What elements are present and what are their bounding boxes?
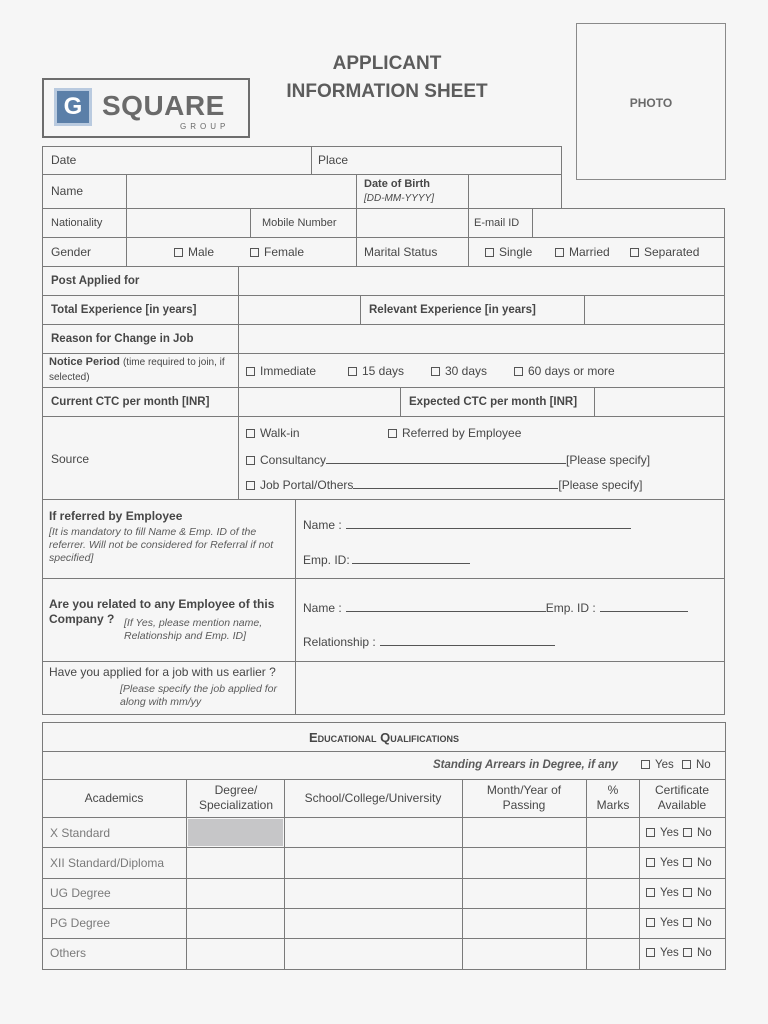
- applied-before-title: Have you applied for a job with us earlier ?: [49, 665, 276, 679]
- consultancy-option[interactable]: [246, 452, 650, 467]
- walkin-text: Walk-in: [260, 426, 300, 440]
- cert-ug-no-text: No: [696, 887, 712, 899]
- related-relationship-row: [303, 634, 555, 649]
- photo-label: PHOTO: [629, 96, 673, 110]
- mobile-field[interactable]: [358, 210, 466, 236]
- separated-option[interactable]: [630, 245, 699, 259]
- female-option[interactable]: [250, 245, 304, 259]
- referred-checkbox[interactable]: [388, 429, 397, 438]
- referral-note: [It is mandatory to fill Name & Emp. ID of the referrer. Will not be considered for Referral if not specified]: [49, 526, 274, 564]
- cert-others-no-text: No: [696, 947, 712, 959]
- form-title-line2: INFORMATION SHEET: [286, 81, 488, 102]
- immediate-checkbox[interactable]: [246, 367, 255, 376]
- logo-subtitle: GROUP: [180, 122, 230, 131]
- referral-empid-label: Emp. ID:: [303, 553, 350, 567]
- 30-days-text: 30 days: [445, 364, 488, 378]
- photo-box[interactable]: [576, 23, 726, 180]
- col-certificate: Certificate Available: [654, 783, 710, 812]
- current-ctc-field[interactable]: [240, 389, 398, 415]
- portal-specify-line[interactable]: [353, 477, 558, 489]
- dob-format: [DD-MM-YYYY]: [364, 193, 434, 204]
- expected-ctc-label: Expected CTC per month [INR]: [409, 396, 578, 408]
- applied-before-field[interactable]: [297, 663, 723, 713]
- 15-days-checkbox[interactable]: [348, 367, 357, 376]
- related-name-label: Name :: [303, 601, 342, 615]
- referral-empid-row: [303, 552, 470, 567]
- separated-text: Separated: [644, 245, 700, 259]
- applied-before-note: [Please specify the job applied for along with mm/yy: [120, 683, 278, 708]
- 30-days-checkbox[interactable]: [431, 367, 440, 376]
- cert-x-options: [646, 826, 712, 840]
- place-field[interactable]: [360, 148, 558, 173]
- 15-days-text: 15 days: [362, 364, 405, 378]
- reason-change-field[interactable]: [240, 326, 723, 352]
- education-section: [42, 722, 726, 970]
- nationality-label: Nationality: [51, 217, 103, 229]
- referral-name-label: Name :: [303, 518, 342, 532]
- cert-pg-no-checkbox[interactable]: [683, 918, 692, 927]
- total-experience-label: Total Experience [in years]: [51, 304, 197, 316]
- related-note: [If Yes, please mention name, Relationship and Emp. ID]: [124, 617, 263, 642]
- cert-pg-no-text: No: [696, 917, 712, 929]
- cert-xii-yes-checkbox[interactable]: [646, 858, 655, 867]
- col-month-year: Month/Year of Passing: [486, 783, 562, 812]
- cert-others-options: [646, 946, 712, 960]
- consultancy-specify-text: [Please specify]: [566, 453, 651, 467]
- single-option[interactable]: [485, 245, 532, 259]
- edu-row-x-label: X Standard: [50, 826, 111, 840]
- education-heading: Educational Qualifications: [308, 730, 460, 745]
- cert-pg-yes-text: Yes: [660, 917, 679, 929]
- portal-checkbox[interactable]: [246, 481, 255, 490]
- married-option[interactable]: [555, 245, 610, 259]
- arrears-yes-text: Yes: [655, 759, 674, 771]
- company-logo: [42, 78, 250, 138]
- cert-xii-options: [646, 856, 712, 870]
- walkin-option[interactable]: [246, 426, 300, 440]
- arrears-no-text: No: [696, 759, 711, 771]
- arrears-label: Standing Arrears in Degree, if any: [433, 759, 618, 771]
- marital-status-label: Marital Status: [364, 245, 438, 259]
- walkin-checkbox[interactable]: [246, 429, 255, 438]
- cert-ug-options: [646, 886, 712, 900]
- edu-row-xii-label: XII Standard/Diploma: [50, 856, 165, 870]
- 30-days-option[interactable]: [431, 364, 487, 378]
- married-text: Married: [569, 245, 610, 259]
- female-checkbox[interactable]: [250, 248, 259, 257]
- portal-option[interactable]: [246, 477, 642, 492]
- expected-ctc-field[interactable]: [596, 389, 723, 415]
- col-marks: % Marks: [596, 783, 630, 812]
- related-name-field[interactable]: [346, 600, 546, 612]
- male-text: Male: [188, 245, 215, 259]
- post-applied-field[interactable]: [240, 268, 723, 294]
- arrears-no-checkbox[interactable]: [682, 760, 691, 769]
- related-relationship-field[interactable]: [380, 634, 555, 646]
- cert-pg-options: [646, 916, 712, 930]
- email-label: E-mail ID: [474, 217, 520, 229]
- cert-ug-no-checkbox[interactable]: [683, 888, 692, 897]
- 15-days-option[interactable]: [348, 364, 404, 378]
- referral-empid-field[interactable]: [352, 552, 470, 564]
- col-school: School/College/University: [304, 791, 442, 805]
- cert-ug-yes-text: Yes: [660, 887, 679, 899]
- arrears-no-option[interactable]: [682, 758, 711, 772]
- cert-ug-yes-checkbox[interactable]: [646, 888, 655, 897]
- relevant-experience-field[interactable]: [586, 297, 723, 323]
- female-text: Female: [264, 245, 305, 259]
- logo-g-mark: G: [54, 88, 92, 126]
- dob-field[interactable]: [470, 176, 560, 207]
- cert-x-yes-checkbox[interactable]: [646, 828, 655, 837]
- portal-text: Job Portal/Others: [260, 478, 354, 492]
- col-academics: Academics: [84, 791, 144, 805]
- consultancy-checkbox[interactable]: [246, 456, 255, 465]
- total-experience-field[interactable]: [240, 297, 358, 323]
- related-empid-label: Emp. ID :: [545, 601, 596, 615]
- cert-x-no-text: No: [696, 827, 712, 839]
- current-ctc-label: Current CTC per month [INR]: [51, 396, 210, 408]
- cert-others-yes-text: Yes: [660, 947, 679, 959]
- referred-text: Referred by Employee: [402, 426, 522, 440]
- form-title-line1: APPLICANT: [332, 53, 442, 74]
- related-empid-field[interactable]: [600, 600, 688, 612]
- cert-others-yes-checkbox[interactable]: [646, 948, 655, 957]
- male-checkbox[interactable]: [174, 248, 183, 257]
- cert-xii-no-text: No: [696, 857, 712, 869]
- nationality-field[interactable]: [128, 210, 248, 236]
- referral-title: If referred by Employee: [49, 509, 183, 523]
- consultancy-text: Consultancy: [260, 453, 327, 467]
- name-field[interactable]: [128, 176, 354, 207]
- consultancy-specify-line[interactable]: [326, 452, 566, 464]
- cert-pg-yes-checkbox[interactable]: [646, 918, 655, 927]
- relevant-experience-label: Relevant Experience [in years]: [369, 304, 536, 316]
- notice-period-note: (time required to join, if selected): [49, 357, 225, 383]
- cert-x-no-checkbox[interactable]: [683, 828, 692, 837]
- date-label: Date: [51, 153, 77, 167]
- arrears-yes-checkbox[interactable]: [641, 760, 650, 769]
- reason-change-label: Reason for Change in Job: [51, 333, 194, 345]
- male-option[interactable]: [174, 245, 214, 259]
- related-relationship-label: Relationship :: [303, 635, 376, 649]
- related-name-row: [303, 600, 688, 615]
- place-label: Place: [318, 153, 349, 167]
- married-checkbox[interactable]: [555, 248, 564, 257]
- cert-xii-yes-text: Yes: [660, 857, 679, 869]
- source-label: Source: [51, 452, 90, 466]
- 60-days-text: 60 days or more: [528, 364, 615, 378]
- related-title: Are you related to any Employee of this Company ?: [49, 597, 275, 626]
- edu-row-ug-label: UG Degree: [50, 886, 111, 900]
- logo-name: SQUARE: [102, 90, 225, 121]
- edu-row-others-label: Others: [50, 946, 87, 960]
- name-label: Name: [51, 184, 84, 198]
- referral-name-field[interactable]: [346, 517, 631, 529]
- immediate-text: Immediate: [260, 364, 317, 378]
- col-degree: Degree/ Specialization: [198, 783, 274, 812]
- immediate-option[interactable]: [246, 364, 316, 378]
- edu-row-pg-label: PG Degree: [50, 916, 111, 930]
- single-checkbox[interactable]: [485, 248, 494, 257]
- referral-name-row: [303, 517, 631, 532]
- referred-option[interactable]: [388, 426, 521, 440]
- date-field[interactable]: [100, 148, 305, 173]
- cert-others-no-checkbox[interactable]: [683, 948, 692, 957]
- post-applied-label: Post Applied for: [51, 275, 140, 287]
- 60-days-checkbox[interactable]: [514, 367, 523, 376]
- notice-period-label-block: [49, 355, 234, 385]
- 60-days-option[interactable]: [514, 364, 615, 378]
- dob-label: Date of Birth: [364, 178, 430, 190]
- arrears-yes-option[interactable]: [641, 758, 674, 772]
- cert-xii-no-checkbox[interactable]: [683, 858, 692, 867]
- separated-checkbox[interactable]: [630, 248, 639, 257]
- gender-label: Gender: [51, 245, 92, 259]
- single-text: Single: [499, 245, 533, 259]
- email-field[interactable]: [534, 210, 723, 236]
- cert-x-yes-text: Yes: [660, 827, 679, 839]
- shaded-degree-cell: [188, 819, 283, 846]
- portal-specify-text: [Please specify]: [558, 478, 643, 492]
- notice-period-label: Notice Period: [49, 356, 120, 368]
- mobile-label: Mobile Number: [262, 217, 337, 229]
